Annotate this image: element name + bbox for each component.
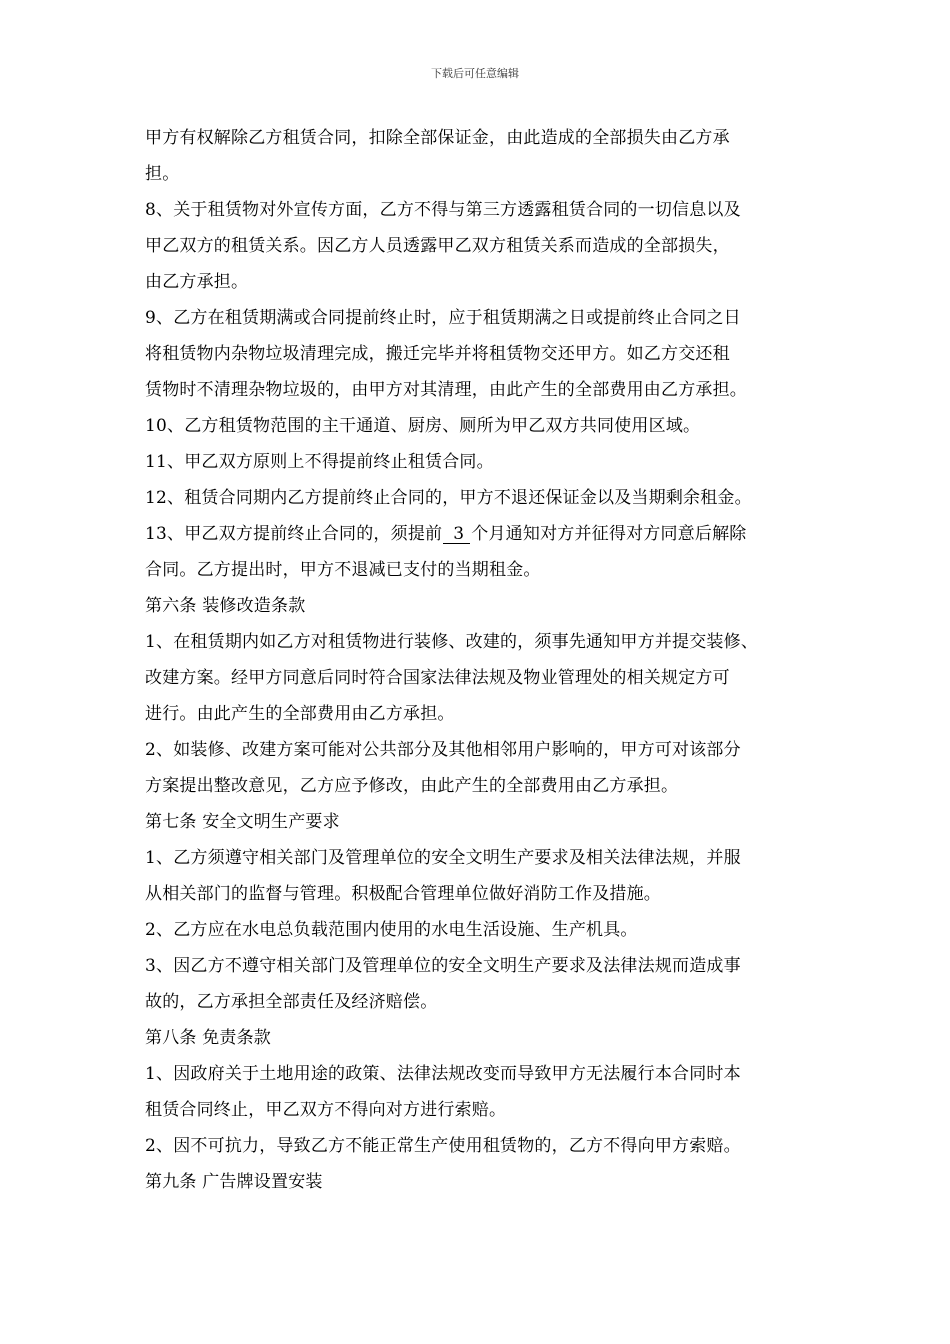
- text-line: 11、甲乙双方原则上不得提前终止租赁合同。: [145, 452, 494, 472]
- text-line: 2、如装修、改建方案可能对公共部分及其他相邻用户影响的，甲方可对该部分: [145, 740, 741, 760]
- text-line: 担。: [145, 164, 180, 184]
- text-line: 1、在租赁期内如乙方对租赁物进行装修、改建的，须事先通知甲方并提交装修、: [145, 632, 759, 652]
- contract-body: [145, 120, 835, 1200]
- text-line: 赁物时不清理杂物垃圾的，由甲方对其清理，由此产生的全部费用由乙方承担。: [145, 380, 747, 400]
- text-line: 合同。乙方提出时，甲方不退减已支付的当期租金。: [145, 560, 541, 580]
- notice-months-value: 3: [443, 525, 470, 544]
- text-line: 8、关于租赁物对外宣传方面，乙方不得与第三方透露租赁合同的一切信息以及: [145, 200, 741, 220]
- text-line: 将租赁物内杂物垃圾清理完成，搬迁完毕并将租赁物交还甲方。如乙方交还租: [145, 344, 730, 364]
- section-heading: 第七条 安全文明生产要求: [145, 812, 340, 832]
- text-line: 故的，乙方承担全部责任及经济赔偿。: [145, 992, 438, 1012]
- section-heading: 第九条 广告牌设置安装: [145, 1172, 323, 1192]
- text-line: 2、因不可抗力，导致乙方不能正常生产使用租赁物的，乙方不得向甲方索赔。: [145, 1136, 741, 1156]
- clause-13-before: 13、甲乙双方提前终止合同的，须提前: [145, 524, 443, 544]
- text-line: 3、因乙方不遵守相关部门及管理单位的安全文明生产要求及法律法规而造成事: [145, 956, 741, 976]
- text-line: 2、乙方应在水电总负载范围内使用的水电生活设施、生产机具。: [145, 920, 638, 940]
- page-header: 下载后可任意编辑: [431, 67, 519, 80]
- section-heading: 第六条 装修改造条款: [145, 596, 306, 616]
- text-line: 甲方有权解除乙方租赁合同，扣除全部保证金，由此造成的全部损失由乙方承: [145, 128, 730, 148]
- clause-13-after: 个月通知对方并征得对方同意后解除: [471, 524, 747, 544]
- clause-13-line: [145, 516, 835, 552]
- text-line: 9、乙方在租赁期满或合同提前终止时，应于租赁期满之日或提前终止合同之日: [145, 308, 741, 328]
- text-line: 10、乙方租赁物范围的主干通道、厨房、厕所为甲乙双方共同使用区域。: [145, 416, 701, 436]
- section-heading: 第八条 免责条款: [145, 1028, 272, 1048]
- text-line: 方案提出整改意见，乙方应予修改，由此产生的全部费用由乙方承担。: [145, 776, 679, 796]
- text-line: 12、租赁合同期内乙方提前终止合同的，甲方不退还保证金以及当期剩余租金。: [145, 488, 752, 508]
- text-line: 租赁合同终止，甲乙双方不得向对方进行索赔。: [145, 1100, 507, 1120]
- text-line: 甲乙双方的租赁关系。因乙方人员透露甲乙双方租赁关系而造成的全部损失，: [145, 236, 730, 256]
- text-line: 改建方案。经甲方同意后同时符合国家法律法规及物业管理处的相关规定方可: [145, 668, 730, 688]
- text-line: 由乙方承担。: [145, 272, 249, 292]
- text-line: 从相关部门的监督与管理。积极配合管理单位做好消防工作及措施。: [145, 884, 661, 904]
- text-line: 进行。由此产生的全部费用由乙方承担。: [145, 704, 455, 724]
- text-line: 1、乙方须遵守相关部门及管理单位的安全文明生产要求及相关法律法规，并服: [145, 848, 741, 868]
- text-line: 1、因政府关于土地用途的政策、法律法规改变而导致甲方无法履行本合同时本: [145, 1064, 741, 1084]
